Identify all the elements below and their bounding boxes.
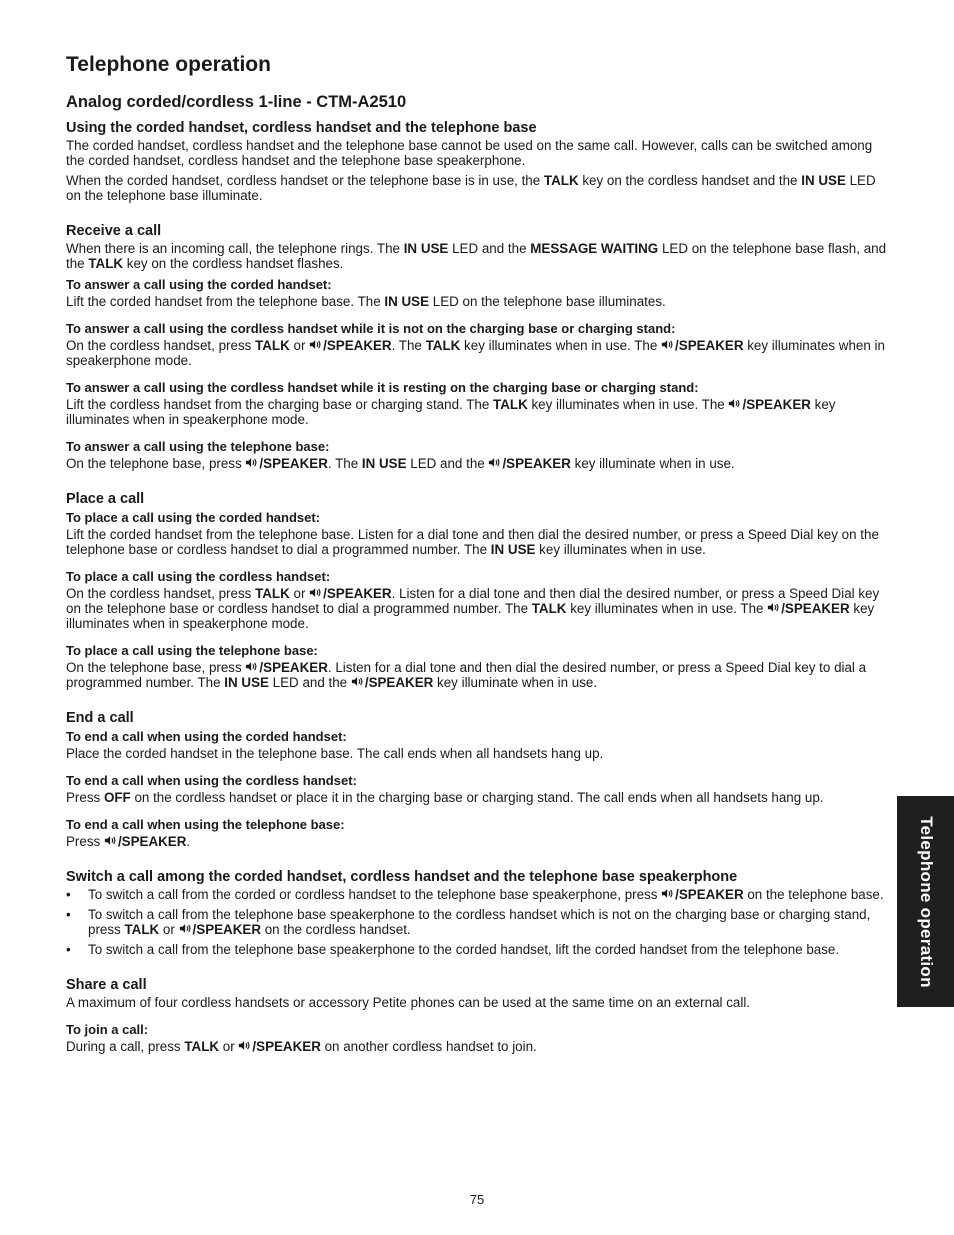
paragraph: On the cordless handset, press TALK or /SPEAKER. The TALK key illuminates when in use. The /SPEAKER key illuminates when in speakerphone mode. bbox=[66, 338, 885, 368]
section-heading: Using the corded handset, cordless handset and the telephone base bbox=[66, 120, 537, 136]
speaker-icon bbox=[179, 923, 193, 934]
subheading: To answer a call using the cordless handset while it is not on the charging base or charging stand: bbox=[66, 321, 676, 336]
paragraph: A maximum of four cordless handsets or accessory Petite phones can be used at the same time on an external call. bbox=[66, 995, 751, 1010]
speaker-icon bbox=[767, 602, 781, 613]
paragraph: On the cordless handset, press TALK or /SPEAKER. Listen for a dial tone and then dial the desired number, or press a Speed Dial key on the telephone base or cordless handset to dial a programmed number. The TALK key illuminates when in use. The /SPEAKER key illuminates when in speakerphone mode. bbox=[66, 586, 880, 631]
section-share-call bbox=[66, 977, 888, 1054]
section-place-call bbox=[66, 491, 888, 690]
speaker-icon bbox=[309, 587, 323, 598]
speaker-icon bbox=[661, 888, 675, 899]
paragraph: Lift the cordless handset from the charging base or charging stand. The TALK key illuminates when in use. The /SPEAKER key illuminates when in speakerphone mode. bbox=[66, 397, 836, 427]
section-heading: Share a call bbox=[66, 977, 147, 993]
side-section-tab bbox=[897, 796, 954, 1007]
subheading: To answer a call using the corded handset: bbox=[66, 277, 332, 292]
list-item: • To switch a call from the telephone base speakerphone to the cordless handset which is not on the charging base or charging stand, press TALK or /SPEAKER on the cordless handset. bbox=[66, 907, 871, 937]
paragraph: Press OFF on the cordless handset or place it in the charging base or charging stand. The call ends when all handsets hang up. bbox=[66, 790, 824, 805]
bullet-list bbox=[66, 887, 888, 957]
paragraph: Place the corded handset in the telephone base. The call ends when all handsets hang up. bbox=[66, 746, 604, 761]
paragraph: Lift the corded handset from the telephone base. Listen for a dial tone and then dial the desired number, or press a Speed Dial key on the telephone base or cordless handset to dial a programmed number. The IN USE key illuminates when in use. bbox=[66, 527, 879, 557]
subheading: To join a call: bbox=[66, 1022, 149, 1037]
subheading: To answer a call using the telephone base: bbox=[66, 439, 330, 454]
subheading: To place a call using the telephone base: bbox=[66, 643, 318, 658]
page-subtitle: Analog corded/cordless 1-line - CTM-A2510 bbox=[66, 93, 407, 111]
speaker-icon bbox=[245, 661, 259, 672]
paragraph: On the telephone base, press /SPEAKER. Listen for a dial tone and then dial the desired number, or press a Speed Dial key to dial a programmed number. The IN USE LED and the /SPEAKER key illuminate when in use. bbox=[66, 660, 867, 690]
subheading: To end a call when using the cordless handset: bbox=[66, 773, 357, 788]
paragraph: Lift the corded handset from the telephone base. The IN USE LED on the telephone base illuminates. bbox=[66, 294, 666, 309]
subheading: To answer a call using the cordless handset while it is resting on the charging base or charging stand: bbox=[66, 380, 699, 395]
list-item: • To switch a call from the telephone base speakerphone to the corded handset, lift the corded handset from the telephone base. bbox=[66, 942, 840, 957]
paragraph: When the corded handset, cordless handset or the telephone base is in use, the TALK key on the cordless handset and the IN USE LED on the telephone base illuminate. bbox=[66, 173, 876, 203]
section-heading: End a call bbox=[66, 710, 134, 726]
subheading: To place a call using the cordless handset: bbox=[66, 569, 331, 584]
speaker-icon bbox=[104, 835, 118, 846]
paragraph: When there is an incoming call, the telephone rings. The IN USE LED and the MESSAGE WAITING LED on the telephone base flash, and the TALK key on the cordless handset flashes. bbox=[66, 241, 887, 271]
section-heading: Switch a call among the corded handset, cordless handset and the telephone base speakerphone bbox=[66, 869, 738, 885]
paragraph: On the telephone base, press /SPEAKER. The IN USE LED and the /SPEAKER key illuminate when in use. bbox=[66, 456, 735, 471]
section-heading: Receive a call bbox=[66, 223, 162, 239]
speaker-icon bbox=[661, 339, 675, 350]
section-heading: Place a call bbox=[66, 491, 145, 507]
section-using-handsets bbox=[66, 120, 888, 203]
page-title: Telephone operation bbox=[66, 53, 271, 76]
speaker-icon bbox=[488, 457, 502, 468]
subheading: To end a call when using the telephone base: bbox=[66, 817, 345, 832]
section-receive-call bbox=[66, 223, 888, 471]
page-content bbox=[66, 52, 888, 1074]
speaker-icon bbox=[238, 1040, 252, 1051]
page-number: 75 bbox=[469, 1192, 485, 1207]
list-item: • To switch a call from the corded or cordless handset to the telephone base speakerphone, press /SPEAKER on the telephone base. bbox=[66, 887, 884, 902]
section-switch-call bbox=[66, 869, 888, 957]
paragraph: The corded handset, cordless handset and the telephone base cannot be used on the same call. However, calls can be switched among the corded handset, cordless handset and the telephone base speakerphone. bbox=[66, 138, 873, 168]
side-tab-label: Telephone operation bbox=[916, 815, 936, 988]
speaker-icon bbox=[245, 457, 259, 468]
speaker-icon bbox=[309, 339, 323, 350]
subheading: To place a call using the corded handset: bbox=[66, 510, 321, 525]
paragraph: Press /SPEAKER. bbox=[66, 834, 191, 849]
subheading: To end a call when using the corded handset: bbox=[66, 729, 347, 744]
paragraph: During a call, press TALK or /SPEAKER on another cordless handset to join. bbox=[66, 1039, 537, 1054]
speaker-icon bbox=[351, 676, 365, 687]
section-end-call bbox=[66, 710, 888, 849]
speaker-icon bbox=[728, 398, 742, 409]
